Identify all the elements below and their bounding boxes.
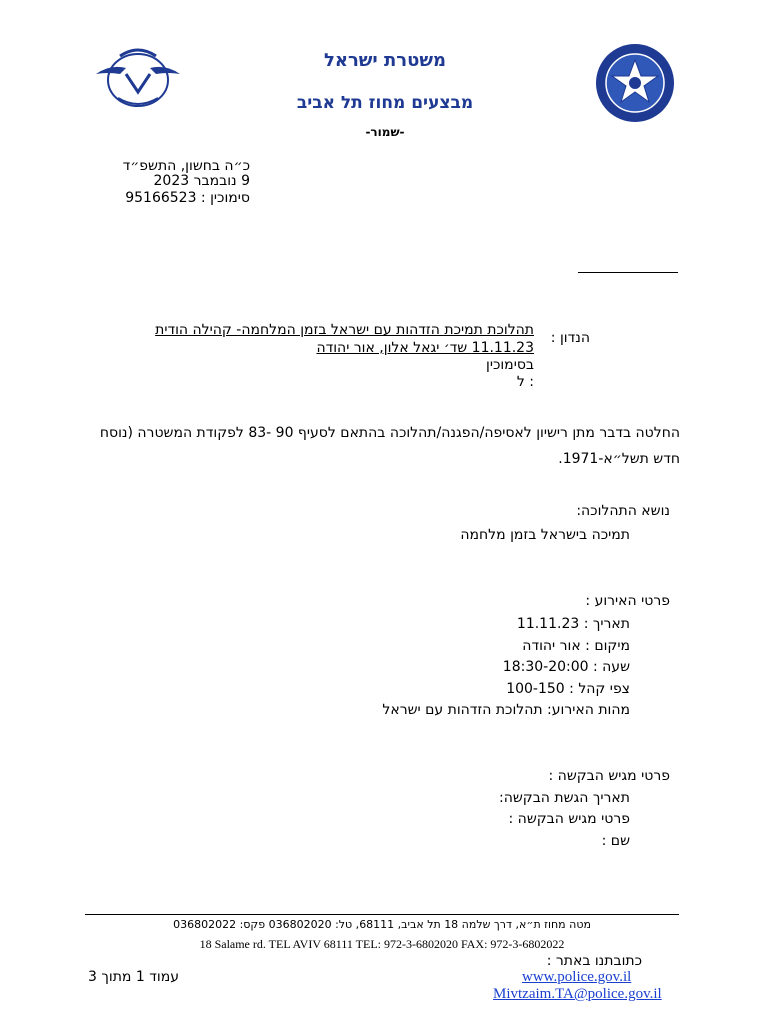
subject-line-4: : ל <box>516 374 534 390</box>
divider <box>578 272 678 273</box>
subject-label: הנדון : <box>550 330 590 346</box>
reference-number: סימוכין : 95166523 <box>125 190 250 206</box>
subject-line-1: תהלוכת תמיכת הזדהות עם ישראל בזמן המלחמה- קהילה הודית <box>155 322 534 338</box>
event-location: מיקום : אור יהודה <box>522 638 630 654</box>
page-subtitle: מבצעים מחוז תל אביב <box>296 93 474 113</box>
requester-label: פרטי מגיש הבקשה : <box>548 768 670 784</box>
footer-address-english: 18 Salame rd. TEL AVIV 68111 TEL: 972-3-6802020 FAX: 972-3-6802022 <box>199 937 565 951</box>
classification-label: -שמור- <box>365 125 405 139</box>
event-time: שעה : 18:30-20:00 <box>502 659 630 675</box>
event-crowd: צפי קהל : 100-150 <box>506 681 630 697</box>
gregorian-date: 9 נובמבר 2023 <box>153 173 250 189</box>
topic-value: תמיכה בישראל בזמן מלחמה <box>460 527 630 543</box>
event-nature: מהות האירוע: תהלוכת הזדהות עם ישראל <box>382 702 630 718</box>
hebrew-date: כ״ה בחשון, התשפ״ד <box>122 158 250 174</box>
website-label: כתובתנו באתר : <box>546 953 642 969</box>
footer-address-hebrew: מטה מחוז ת״א, דרך שלמה 18 תל אביב, 68111, טל: 036802020 פקס: 036802022 <box>173 918 591 931</box>
subject-line-2: 11.11.23 שד׳ יגאל אלון, אור יהודה <box>316 340 534 356</box>
decision-line-2: חדש תשל״א-1971. <box>558 451 680 467</box>
topic-label: נושא התהלוכה: <box>576 503 670 519</box>
page-title: משטרת ישראל <box>323 50 447 71</box>
event-date: תאריך : 11.11.23 <box>516 616 630 632</box>
email-link[interactable]: Mivtzaim.TA@police.gov.il <box>493 986 662 1002</box>
website-link[interactable]: www.police.gov.il <box>522 969 632 985</box>
page-number: עמוד 1 מתוך 3 <box>88 969 179 985</box>
subject-line-3: בסימוכין <box>486 357 534 373</box>
requester-name: שם : <box>601 833 630 849</box>
requester-details: פרטי מגיש הבקשה : <box>508 811 630 827</box>
decision-line-1: החלטה בדבר מתן רישיון לאסיפה/הפגנה/תהלוכה בהתאם לסעיף 90 -83 לפקודת המשטרה (נוסח <box>99 425 680 441</box>
event-label: פרטי האירוע : <box>585 593 670 609</box>
footer-divider <box>85 914 679 915</box>
request-submit-date: תאריך הגשת הבקשה: <box>498 790 630 806</box>
